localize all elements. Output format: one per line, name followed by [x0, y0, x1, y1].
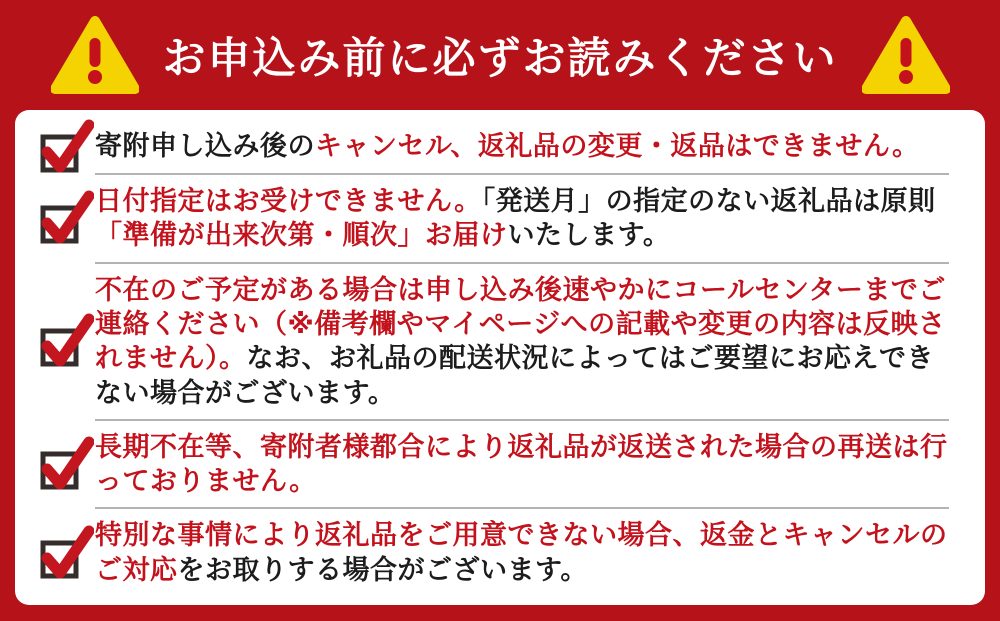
text-segment: 寄附申し込み後の — [95, 130, 315, 161]
checkbox-column — [38, 525, 95, 579]
text-segment: 「準備が出来次第・順次」お届け — [95, 220, 508, 251]
text-segment: キャンセル、返礼品の変更・返品はできません。 — [315, 130, 920, 161]
notice-item-absence-contact — [38, 262, 949, 419]
checked-checkbox-icon — [38, 190, 94, 244]
checkbox-column — [38, 313, 95, 367]
notice-item-text — [95, 120, 949, 172]
checkbox-column — [38, 119, 95, 173]
notice-item-text — [95, 173, 949, 262]
checked-checkbox-icon — [38, 119, 94, 173]
checked-checkbox-icon — [38, 525, 94, 579]
warning-triangle-icon — [862, 14, 950, 96]
page-title: お申込み前に必ずお読みください — [162, 34, 838, 83]
notice-item-text — [95, 262, 949, 419]
text-segment: 長期不在等、寄附者様都合により返礼品が返送された場合の再送は行っておりません。 — [95, 431, 948, 497]
checked-checkbox-icon — [38, 436, 94, 490]
notice-item-text — [95, 507, 949, 596]
notice-panel — [15, 110, 985, 605]
warning-triangle-icon — [51, 14, 139, 96]
notice-item-no-reshipment — [38, 419, 949, 508]
notice-item-date-policy — [38, 173, 949, 262]
text-segment: 不在のご予定がある場合は申し込み後速やかにコールセンターまでご連絡ください（※備考欄やマイページへの記載や変更の内容は反映されません）。 — [95, 274, 946, 374]
checkbox-column — [38, 436, 95, 490]
text-segment: をお取りする場合がございます。 — [177, 554, 588, 585]
text-segment: 「発送月」の指定のない返礼品は原則 — [481, 186, 936, 217]
text-segment: なお、お礼品の配送状況によってはご要望にお応えできない場合がございます。 — [95, 343, 934, 408]
text-segment: いたします。 — [507, 220, 671, 251]
checkbox-column — [38, 190, 95, 244]
notice-item-text — [95, 419, 949, 508]
text-segment: 日付指定はお受けできません。 — [95, 186, 482, 217]
notice-item-cancel-policy — [38, 119, 949, 173]
notice-item-refund-policy — [38, 507, 949, 596]
checked-checkbox-icon — [38, 313, 94, 367]
text-segment: 特別な事情により返礼品をご用意できない場合、返金とキャンセルのご対応 — [95, 520, 948, 585]
header — [0, 0, 1000, 110]
